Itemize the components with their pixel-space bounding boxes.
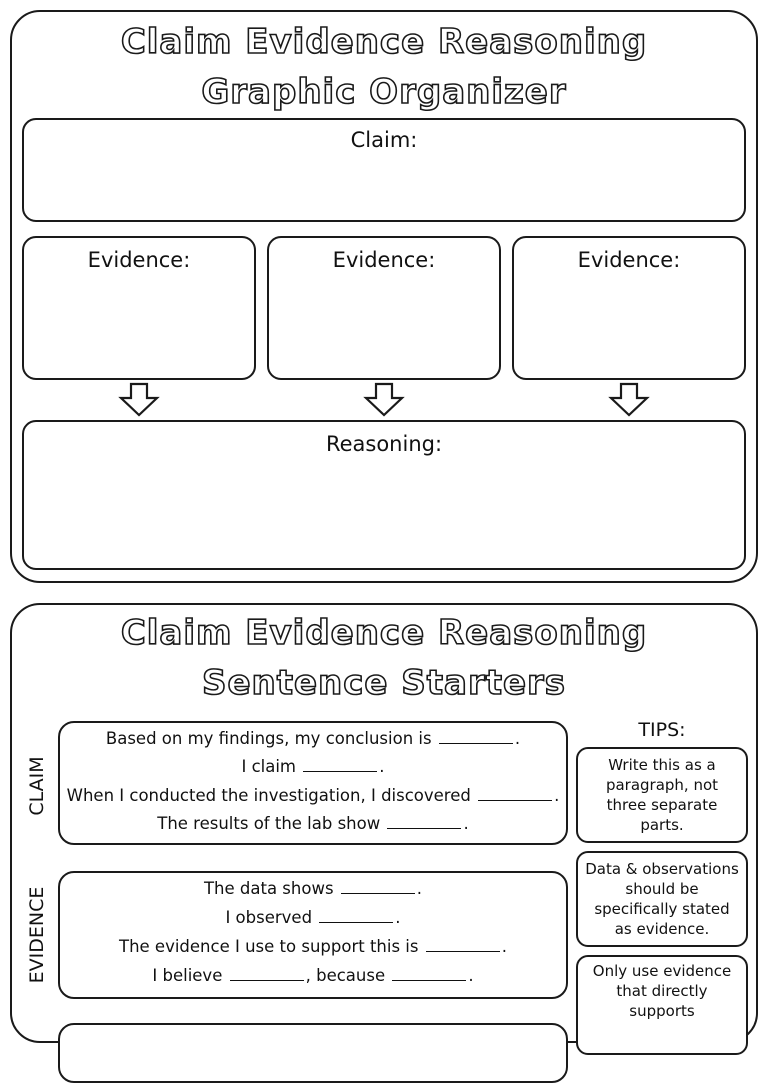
sentence-starters-panel	[10, 603, 758, 1043]
fill-in-blank[interactable]	[392, 966, 466, 981]
fill-in-blank[interactable]	[439, 729, 513, 744]
claim-label: Claim:	[350, 128, 418, 152]
evidence-label-1: Evidence:	[87, 248, 191, 272]
tip-text-1: Write this as a paragraph, not three separate parts.	[605, 756, 719, 834]
claim-starter-punct: .	[379, 757, 385, 776]
evidence-starter-text: I believe	[152, 966, 223, 985]
fill-in-blank[interactable]	[426, 937, 500, 952]
organizer-title-line1: Claim Evidence Reasoning	[120, 22, 648, 62]
evidence-starter-4	[60, 966, 566, 985]
claim-starter-punct: .	[554, 786, 560, 805]
evidence-starter-punct: .	[501, 937, 507, 956]
claim-starter-text: I claim	[241, 757, 297, 776]
claim-starter-4	[60, 814, 566, 833]
evidence-starter-text: I observed	[225, 908, 313, 927]
reasoning-box[interactable]	[22, 420, 746, 570]
down-arrow-icon	[118, 382, 160, 418]
tip-box-3	[576, 955, 748, 1055]
evidence-starter-3	[60, 937, 566, 956]
fill-in-blank[interactable]	[230, 966, 304, 981]
starters-title-line2: Sentence Starters	[201, 663, 567, 703]
claim-starter-punct: .	[514, 729, 521, 748]
evidence-label-2: Evidence:	[332, 248, 436, 272]
claim-starter-punct: .	[463, 814, 469, 833]
fill-in-blank[interactable]	[387, 814, 461, 829]
evidence-starter-middle: , because	[305, 966, 386, 985]
evidence-starter-1	[60, 879, 566, 898]
tip-text-3: Only use evidence that directly supports	[592, 962, 732, 1020]
tip-box-1	[576, 747, 748, 843]
claim-starter-1	[60, 729, 566, 748]
evidence-starter-punct: .	[395, 908, 401, 927]
fill-in-blank[interactable]	[303, 757, 377, 772]
claim-starter-text: The results of the lab show	[157, 814, 381, 833]
fill-in-blank[interactable]	[319, 908, 393, 923]
evidence-side-label: EVIDENCE	[26, 886, 48, 984]
graphic-organizer-panel	[10, 10, 758, 583]
claim-starter-text: When I conducted the investigation, I discovered	[66, 786, 471, 805]
evidence-box-2[interactable]	[267, 236, 501, 380]
starters-title-line1: Claim Evidence Reasoning	[120, 613, 648, 653]
claim-starter-2	[60, 757, 566, 776]
reasoning-label: Reasoning:	[325, 432, 443, 456]
evidence-box-3[interactable]	[512, 236, 746, 380]
tip-text-2: Data & observations should be specifically stated as evidence.	[585, 860, 739, 938]
fill-in-blank[interactable]	[341, 879, 415, 894]
claim-side-label: CLAIM	[26, 756, 48, 816]
fill-in-blank[interactable]	[478, 786, 552, 801]
tips-title: TIPS:	[638, 719, 686, 741]
evidence-box-1[interactable]	[22, 236, 256, 380]
down-arrow-icon	[608, 382, 650, 418]
claim-starter-3	[60, 786, 566, 805]
evidence-starter-2	[60, 908, 566, 927]
claim-starters-box	[58, 721, 568, 845]
evidence-starters-box	[58, 871, 568, 999]
down-arrow-icon	[363, 382, 405, 418]
evidence-starter-text: The evidence I use to support this is	[119, 937, 419, 956]
reasoning-starters-box	[58, 1023, 568, 1083]
claim-starter-text: Based on my findings, my conclusion is	[105, 729, 432, 748]
tip-box-2	[576, 851, 748, 947]
evidence-starter-punct: .	[468, 966, 474, 985]
evidence-starter-punct: .	[416, 879, 423, 898]
organizer-title-line2: Graphic Organizer	[201, 72, 567, 112]
claim-box[interactable]	[22, 118, 746, 222]
evidence-starter-text: The data shows	[203, 879, 334, 898]
evidence-label-3: Evidence:	[577, 248, 681, 272]
